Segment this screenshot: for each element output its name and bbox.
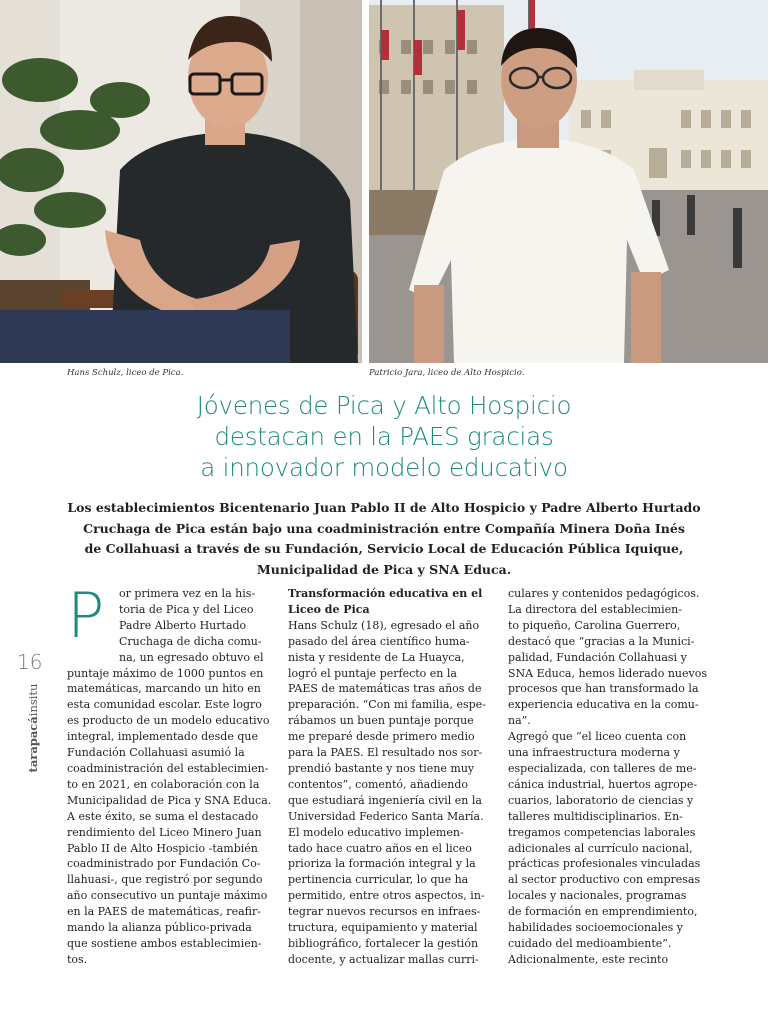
text-line: cuarios, laboratorio de ciencias y (508, 793, 694, 807)
text-line: na”. (508, 714, 531, 728)
text-line: de formación en emprendimiento, (508, 905, 698, 919)
article-column-2 (288, 586, 488, 968)
deck-line: Municipalidad de Pica y SNA Educa. (256, 561, 512, 577)
text-line: mando la alianza público-privada (67, 921, 252, 935)
text-line: or primera vez en la his- (119, 587, 256, 600)
article-column-3 (508, 586, 708, 968)
text-line: coadministración del establecimien- (67, 761, 269, 775)
column-1-body (67, 666, 272, 968)
text-line: procesos que han transformado la (508, 682, 699, 696)
text-line: Municipalidad de Pica y SNA Educa. (67, 793, 272, 807)
text-line: palidad, Fundación Collahuasi y (508, 650, 687, 664)
column-2-body (288, 618, 488, 968)
text-line: Liceo de Pica (288, 602, 370, 616)
text-line: coadministrado por Fundación Co- (67, 857, 261, 871)
text-line: Agregó que “el liceo cuenta con (508, 730, 687, 744)
text-line: experiencia educativa en la comu- (508, 698, 699, 712)
drop-cap: P (67, 579, 105, 652)
text-line: en la PAES de matemáticas, reafir- (67, 905, 261, 919)
text-line: es producto de un modelo educativo (67, 714, 270, 728)
article-column-1 (67, 579, 272, 968)
article-deck (60, 498, 708, 580)
headline-line: destacan en la PAES gracias (214, 422, 554, 451)
photo-patricio-jara (369, 0, 768, 363)
text-line: talleres multidisciplinarios. En- (508, 809, 683, 823)
text-line: nista y residente de La Huayca, (288, 650, 465, 664)
text-line: tegrar nuevos recursos en infraes- (288, 905, 481, 919)
text-line: esta comunidad escolar. Este logro (67, 698, 262, 712)
text-line: cánica industrial, huertos agrope- (508, 777, 698, 791)
text-line: Pablo II de Alto Hospicio -también (67, 841, 258, 855)
text-line: año consecutivo un puntaje máximo (67, 889, 268, 903)
text-line: prioriza la formación integral y la (288, 857, 476, 871)
text-line: docente, y actualizar mallas curri- (288, 952, 479, 966)
photo-hans-schulz (0, 0, 362, 363)
text-line: permitido, entre otros aspectos, in- (288, 889, 485, 903)
text-line: adicionales al currículo nacional, (508, 841, 693, 855)
text-line: matemáticas, marcando un hito en (67, 682, 261, 696)
deck-line: de Collahuasi a través de su Fundación, Servicio Local de Educación Pública Iquique, (84, 541, 684, 556)
text-line: integral, implementado desde que (67, 730, 258, 744)
text-line: na, un egresado obtuvo el (119, 650, 264, 664)
text-line: destacó que “gracias a la Munici- (508, 634, 695, 648)
text-line: bibliográfico, fortalecer la gestión (288, 936, 479, 950)
text-line: pasado del área científico huma- (288, 634, 470, 648)
text-line: prácticas profesionales vinculadas (508, 857, 701, 871)
photo-caption-right: Patricio Jara, liceo de Alto Hospicio. (369, 368, 525, 378)
text-line: que estudiará ingeniería civil en la (288, 793, 482, 807)
photo-caption-left: Hans Schulz, liceo de Pica. (67, 368, 184, 378)
magazine-brand (26, 684, 40, 773)
deck-line: Cruchaga de Pica están bajo una coadministración entre Compañía Minera Doña Inés (83, 520, 685, 536)
text-line: pertinencia curricular, lo que ha (288, 873, 469, 887)
text-line: puntaje máximo de 1000 puntos en (67, 666, 264, 680)
brand-rest: insitu (26, 683, 40, 717)
text-line: Hans Schulz (18), egresado el año (288, 618, 480, 632)
page-number: 16 (17, 650, 43, 674)
text-line: contentos”, comentó, añadiendo (288, 777, 469, 791)
text-line: to en 2021, en colaboración con la (67, 777, 260, 791)
text-line: para la PAES. El resultado nos sor- (288, 746, 483, 760)
text-line: una infraestructura moderna y (508, 746, 680, 760)
text-line: Cruchaga de dicha comu- (119, 634, 262, 648)
article-headline (0, 390, 768, 483)
column-3-body (508, 586, 708, 968)
brand-bold: tarapacá (26, 716, 40, 773)
deck-line: Los establecimientos Bicentenario Juan Pablo II de Alto Hospicio y Padre Alberto Hurtado (67, 500, 701, 515)
text-line: prendió bastante y nos tiene muy (288, 761, 475, 775)
text-line: llahuasi-, que registró por segundo (67, 873, 263, 887)
text-line: tregamos competencias laborales (508, 825, 696, 839)
text-line: locales y nacionales, programas (508, 889, 687, 903)
text-line: que sostiene ambos establecimien- (67, 936, 262, 950)
subhead (288, 586, 488, 618)
text-line: rábamos un buen puntaje porque (288, 714, 474, 728)
text-line: culares y contenidos pedagógicos. (508, 587, 700, 600)
text-line: especializada, con talleres de me- (508, 761, 697, 775)
text-line: to piqueño, Carolina Guerrero, (508, 618, 681, 632)
text-line: Padre Alberto Hurtado (119, 618, 247, 632)
text-line: Universidad Federico Santa María. (288, 809, 484, 823)
text-line: toria de Pica y del Liceo (119, 602, 254, 616)
text-line: PAES de matemáticas tras años de (288, 682, 482, 696)
text-line: preparación. “Con mi familia, espe- (288, 698, 486, 712)
text-line: logró el puntaje perfecto en la (288, 666, 457, 680)
text-line: A este éxito, se suma el destacado (67, 809, 259, 823)
text-line: me preparé desde primero medio (288, 730, 475, 744)
text-line: Adicionalmente, este recinto (508, 952, 669, 966)
headline-line: a innovador modelo educativo (200, 453, 568, 482)
text-line: al sector productivo con empresas (508, 873, 701, 887)
text-line: Transformación educativa en el (288, 587, 483, 600)
text-line: tructura, equipamiento y material (288, 921, 478, 935)
text-line: rendimiento del Liceo Minero Juan (67, 825, 262, 839)
text-line: cuidado del medioambiente”. (508, 936, 672, 950)
text-line: tado hace cuatro años en el liceo (288, 841, 472, 855)
text-line: tos. (67, 952, 88, 966)
text-line: habilidades socioemocionales y (508, 921, 683, 935)
text-line: El modelo educativo implemen- (288, 825, 464, 839)
text-line: SNA Educa, hemos liderado nuevos (508, 666, 707, 680)
text-line: Fundación Collahuasi asumió la (67, 746, 245, 760)
text-line: La directora del establecimien- (508, 602, 682, 616)
headline-line: Jóvenes de Pica y Alto Hospicio (196, 391, 572, 420)
